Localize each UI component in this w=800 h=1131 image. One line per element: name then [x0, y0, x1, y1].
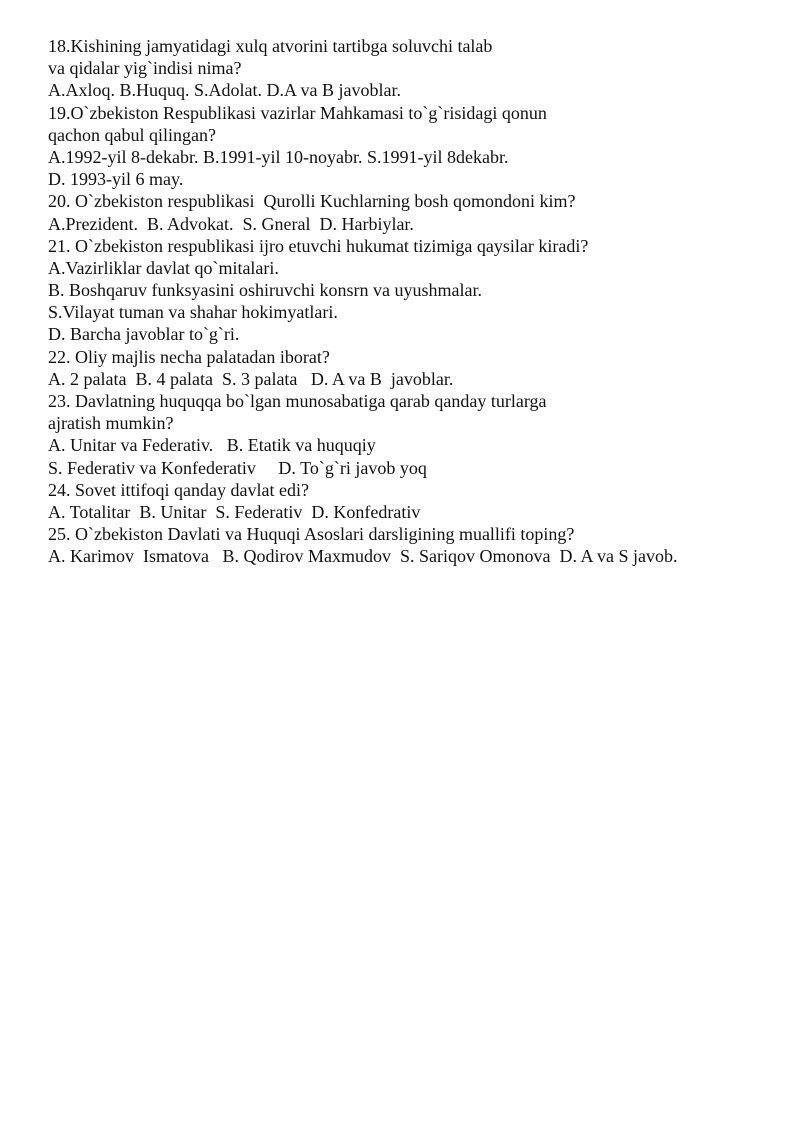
question-25-answers: A. Karimov Ismatova B. Qodirov Maxmudov S. Sariqov Omonova D. A va S javob. [48, 546, 678, 567]
question-22-answers: A. 2 palata B. 4 palata S. 3 palata D. A va B javoblar. [48, 368, 454, 389]
question-20-answers: A.Prezident. B. Advokat. S. Gneral D. Harbiylar. [48, 213, 414, 234]
question-19-line-2: qachon qabul qilingan? [48, 124, 216, 145]
question-19-line-1: 19.O`zbekiston Respublikasi vazirlar Mahkamasi to`g`risidagi qonun [48, 102, 547, 123]
question-21-answer-d: D. Barcha javoblar to`g`ri. [48, 324, 240, 345]
question-21: 21. O`zbekiston respublikasi ijro etuvchi hukumat tizimiga qaysilar kiradi? [48, 235, 589, 256]
question-23-answers-2: S. Federativ va Konfederativ D. To`g`ri javob yoq [48, 457, 427, 478]
question-21-answer-a: A.Vazirliklar davlat qo`mitalari. [48, 257, 279, 278]
question-19-answers-1: A.1992-yil 8-dekabr. B.1991-yil 10-noyabr. S.1991-yil 8dekabr. [48, 146, 509, 167]
question-23-line-2: ajratish mumkin? [48, 413, 174, 434]
question-20: 20. O`zbekiston respublikasi Qurolli Kuchlarning bosh qomondoni kim? [48, 191, 576, 212]
question-22: 22. Oliy majlis necha palatadan iborat? [48, 346, 330, 367]
question-18-line-2: va qidalar yig`indisi nima? [48, 58, 242, 79]
question-23-line-1: 23. Davlatning huquqqa bo`lgan munosabatiga qarab qanday turlarga [48, 391, 547, 411]
question-19-answers-2: D. 1993-yil 6 may. [48, 169, 184, 190]
question-18-answers: A.Axloq. B.Huquq. S.Adolat. D.A va B javoblar. [48, 80, 401, 101]
question-18-line-1: 18.Kishining jamyatidagi xulq atvorini tartibga soluvchi talab [48, 36, 493, 56]
question-25: 25. O`zbekiston Davlati va Huquqi Asoslari darsligining muallifi toping? [48, 524, 575, 545]
document-page [48, 35, 788, 568]
question-24-answers: A. Totalitar B. Unitar S. Federativ D. Konfedrativ [48, 501, 421, 522]
question-21-answer-s: S.Vilayat tuman va shahar hokimyatlari. [48, 302, 338, 323]
question-23-answers-1: A. Unitar va Federativ. B. Etatik va huquqiy [48, 435, 376, 456]
question-24: 24. Sovet ittifoqi qanday davlat edi? [48, 479, 309, 500]
question-21-answer-b: B. Boshqaruv funksyasini oshiruvchi konsrn va uyushmalar. [48, 280, 482, 301]
